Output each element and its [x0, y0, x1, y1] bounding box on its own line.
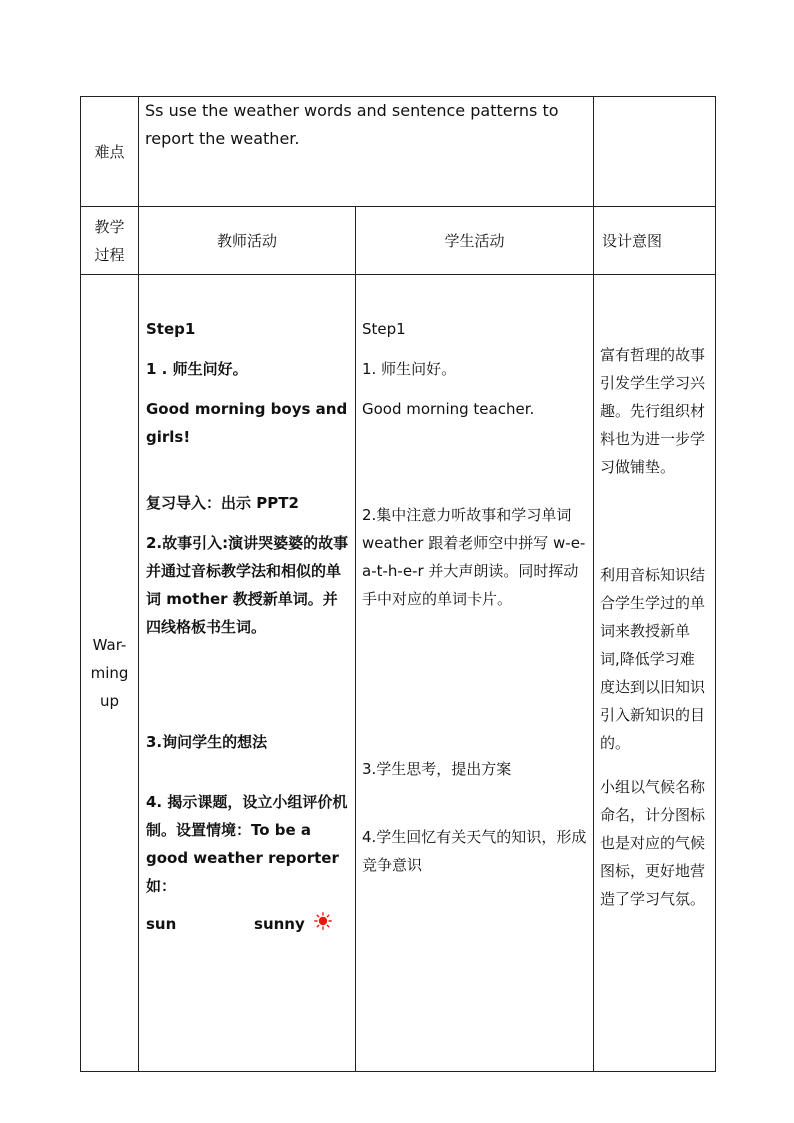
intent-paragraph-3: 小组以气候名称命名，计分图标也是对应的气候图标，更好地营造了学习气氛。 [600, 778, 706, 908]
warmup-label [81, 275, 139, 1072]
word-sunny: sunny [254, 915, 305, 933]
process-label [81, 207, 139, 275]
teacher-review: 复习导入：出示 PPT2 [146, 494, 299, 512]
warmup-row [81, 275, 716, 1072]
teacher-item4: 4. 揭示课题，设立小组评价机制。设置情境：To be a good weather reporter 如： [146, 793, 348, 895]
intent-paragraph-2: 利用音标知识结合学生学过的单词来教授新单词,降低学习难度达到以旧知识引入新知识的目的。 [600, 566, 706, 752]
student-item2: 2.集中注意力听故事和学习单词 weather 跟着老师空中拼写 w-e-a-t-h-e-r 并大声朗读。同时挥动手中对应的单词卡片。 [362, 506, 586, 608]
difficulty-row [81, 97, 716, 207]
warmup-label-line1: War- [92, 636, 127, 654]
difficulty-label: 难点 [81, 97, 139, 207]
teacher-greeting: Good morning boys and girls! [146, 400, 348, 446]
teacher-step: Step1 [146, 320, 196, 338]
student-activity-cell [356, 275, 594, 1072]
process-label-line1: 教学 [94, 217, 125, 236]
student-item3: 3.学生思考，提出方案 [362, 760, 512, 778]
student-item1: 1. 师生问好。 [362, 360, 457, 378]
teacher-item2: 2.故事引入:演讲哭婆婆的故事并通过音标教学法和相似的单词 mother 教授新单词。并四线格板书生词。 [146, 534, 349, 636]
teacher-activity-header: 教师活动 [139, 207, 356, 275]
teacher-activity-cell [139, 275, 356, 1072]
difficulty-empty-cell [594, 97, 716, 207]
student-step: Step1 [362, 320, 406, 338]
warmup-label-line2: ming [90, 664, 129, 682]
design-intent-cell [594, 275, 716, 1072]
weather-word-example [146, 910, 332, 938]
student-greeting: Good morning teacher. [362, 400, 535, 418]
word-sunny-wrap [254, 910, 332, 938]
word-sun: sun [146, 915, 177, 933]
lesson-plan-table [80, 96, 716, 1072]
sun-icon [314, 911, 332, 929]
warmup-label-line3: up [99, 692, 120, 710]
header-row [81, 207, 716, 275]
teacher-item1: 1 . 师生问好。 [146, 360, 248, 378]
student-item4: 4.学生回忆有关天气的知识，形成竞争意识 [362, 828, 587, 874]
teacher-item3: 3.询问学生的想法 [146, 733, 268, 751]
difficulty-text: Ss use the weather words and sentence patterns to report the weather. [139, 97, 594, 207]
student-activity-header: 学生活动 [356, 207, 594, 275]
process-label-line2: 过程 [94, 245, 125, 264]
design-intent-header: 设计意图 [594, 207, 716, 275]
intent-paragraph-1: 富有哲理的故事引发学生学习兴趣。先行组织材料也为进一步学习做铺垫。 [600, 346, 706, 476]
